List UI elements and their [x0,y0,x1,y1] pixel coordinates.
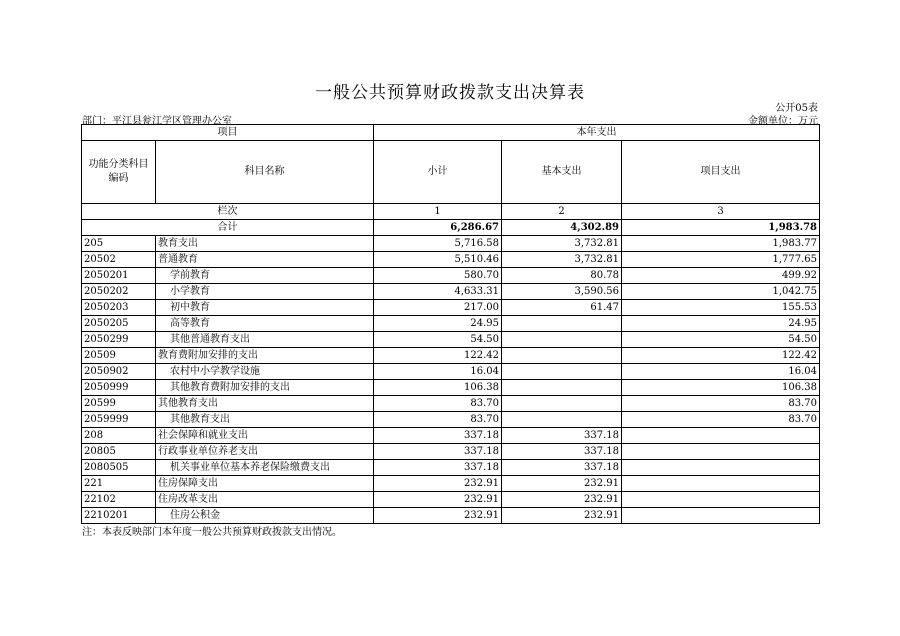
row-basic [502,364,622,380]
column-row-label: 栏次 [82,204,374,220]
header-row-2 [82,141,820,204]
row-subtotal: 16.04 [374,364,502,380]
row-code: 2050205 [82,316,156,332]
row-basic: 337.18 [502,428,622,444]
row-name: 教育支出 [156,236,374,252]
row-project: 83.70 [622,412,820,428]
row-project [622,508,820,524]
row-subtotal: 106.38 [374,380,502,396]
department-label: 部门：平江县瓮江学区管理办公室 [82,116,232,127]
row-subtotal: 217.00 [374,300,502,316]
total-label: 合计 [82,220,374,236]
row-basic: 80.78 [502,268,622,284]
row-basic [502,396,622,412]
column-number-2: 2 [502,204,622,220]
row-code: 2050201 [82,268,156,284]
row-subtotal: 232.91 [374,492,502,508]
row-subtotal: 337.18 [374,444,502,460]
row-code: 20502 [82,252,156,268]
row-subtotal: 83.70 [374,412,502,428]
row-project: 54.50 [622,332,820,348]
row-project [622,476,820,492]
row-subtotal: 580.70 [374,268,502,284]
row-code: 2080505 [82,460,156,476]
row-subtotal: 337.18 [374,428,502,444]
row-code: 221 [82,476,156,492]
table-row [82,268,820,284]
row-subtotal: 5,510.46 [374,252,502,268]
row-project: 106.38 [622,380,820,396]
row-name: 初中教育 [156,300,374,316]
row-code: 20509 [82,348,156,364]
row-project [622,460,820,476]
row-subtotal: 122.42 [374,348,502,364]
row-code: 2050999 [82,380,156,396]
expenditure-table [81,124,820,524]
row-basic [502,348,622,364]
header-project: 项目 [82,125,374,141]
row-code: 205 [82,236,156,252]
row-name: 社会保障和就业支出 [156,428,374,444]
table-row [82,236,820,252]
table-row [82,460,820,476]
header-subtotal: 小计 [374,141,502,204]
row-code: 2210201 [82,508,156,524]
row-code: 2050203 [82,300,156,316]
row-project [622,492,820,508]
row-basic: 3,732.81 [502,252,622,268]
row-basic: 3,732.81 [502,236,622,252]
row-code: 20805 [82,444,156,460]
row-code: 2050902 [82,364,156,380]
column-number-3: 3 [622,204,820,220]
row-name: 其他教育支出 [156,412,374,428]
row-project: 16.04 [622,364,820,380]
report-title: 一般公共预算财政拨款支出决算表 [315,83,585,103]
row-subtotal: 232.91 [374,476,502,492]
row-name: 住房保障支出 [156,476,374,492]
row-basic: 3,590.56 [502,284,622,300]
row-name: 机关事业单位基本养老保险缴费支出 [156,460,374,476]
row-subtotal: 5,716.58 [374,236,502,252]
row-code: 2050299 [82,332,156,348]
row-name: 高等教育 [156,316,374,332]
row-name: 小学教育 [156,284,374,300]
table-row [82,364,820,380]
header-func-code: 功能分类科目编码 [82,141,156,204]
table-row [82,284,820,300]
row-basic: 337.18 [502,444,622,460]
row-project: 122.42 [622,348,820,364]
table-row [82,476,820,492]
row-name: 住房改革支出 [156,492,374,508]
table-row [82,492,820,508]
row-project: 83.70 [622,396,820,412]
row-name: 教育费附加安排的支出 [156,348,374,364]
table-row [82,332,820,348]
row-name: 普通教育 [156,252,374,268]
row-basic: 337.18 [502,460,622,476]
row-basic: 232.91 [502,476,622,492]
row-code: 208 [82,428,156,444]
row-code: 2059999 [82,412,156,428]
row-code: 2050202 [82,284,156,300]
row-subtotal: 337.18 [374,460,502,476]
header-current-year: 本年支出 [374,125,820,141]
row-basic [502,380,622,396]
table-note: 注：本表反映部门本年度一般公共预算财政拨款支出情况。 [82,527,342,538]
header-subject-name: 科目名称 [156,141,374,204]
column-number-row [82,204,820,220]
column-number-1: 1 [374,204,502,220]
row-subtotal: 24.95 [374,316,502,332]
row-name: 其他教育费附加安排的支出 [156,380,374,396]
table-row [82,444,820,460]
row-subtotal: 54.50 [374,332,502,348]
row-basic [502,412,622,428]
row-project: 155.53 [622,300,820,316]
table-row [82,380,820,396]
row-project: 24.95 [622,316,820,332]
row-project: 499.92 [622,268,820,284]
row-code: 22102 [82,492,156,508]
table-row [82,508,820,524]
row-code: 20599 [82,396,156,412]
row-basic [502,316,622,332]
row-subtotal: 4,633.31 [374,284,502,300]
row-subtotal: 232.91 [374,508,502,524]
table-row [82,348,820,364]
form-code: 公开05表 [775,103,818,114]
table-row [82,252,820,268]
row-name: 住房公积金 [156,508,374,524]
row-name: 其他普通教育支出 [156,332,374,348]
row-name: 其他教育支出 [156,396,374,412]
header-project-exp: 项目支出 [622,141,820,204]
total-subtotal: 6,286.67 [374,220,502,236]
row-project: 1,042.75 [622,284,820,300]
total-project: 1,983.78 [622,220,820,236]
table-row [82,428,820,444]
table-row [82,412,820,428]
header-row-1 [82,125,820,141]
row-basic: 232.91 [502,492,622,508]
total-basic: 4,302.89 [502,220,622,236]
row-subtotal: 83.70 [374,396,502,412]
row-basic: 61.47 [502,300,622,316]
row-project: 1,777.65 [622,252,820,268]
row-project [622,444,820,460]
total-row [82,220,820,236]
row-basic: 232.91 [502,508,622,524]
row-project [622,428,820,444]
table-row [82,316,820,332]
row-name: 学前教育 [156,268,374,284]
row-name: 农村中小学教学设施 [156,364,374,380]
row-project: 1,983.77 [622,236,820,252]
header-basic: 基本支出 [502,141,622,204]
row-basic [502,332,622,348]
amount-unit: 金额单位：万元 [748,116,818,127]
table-row [82,300,820,316]
row-name: 行政事业单位养老支出 [156,444,374,460]
table-row [82,396,820,412]
